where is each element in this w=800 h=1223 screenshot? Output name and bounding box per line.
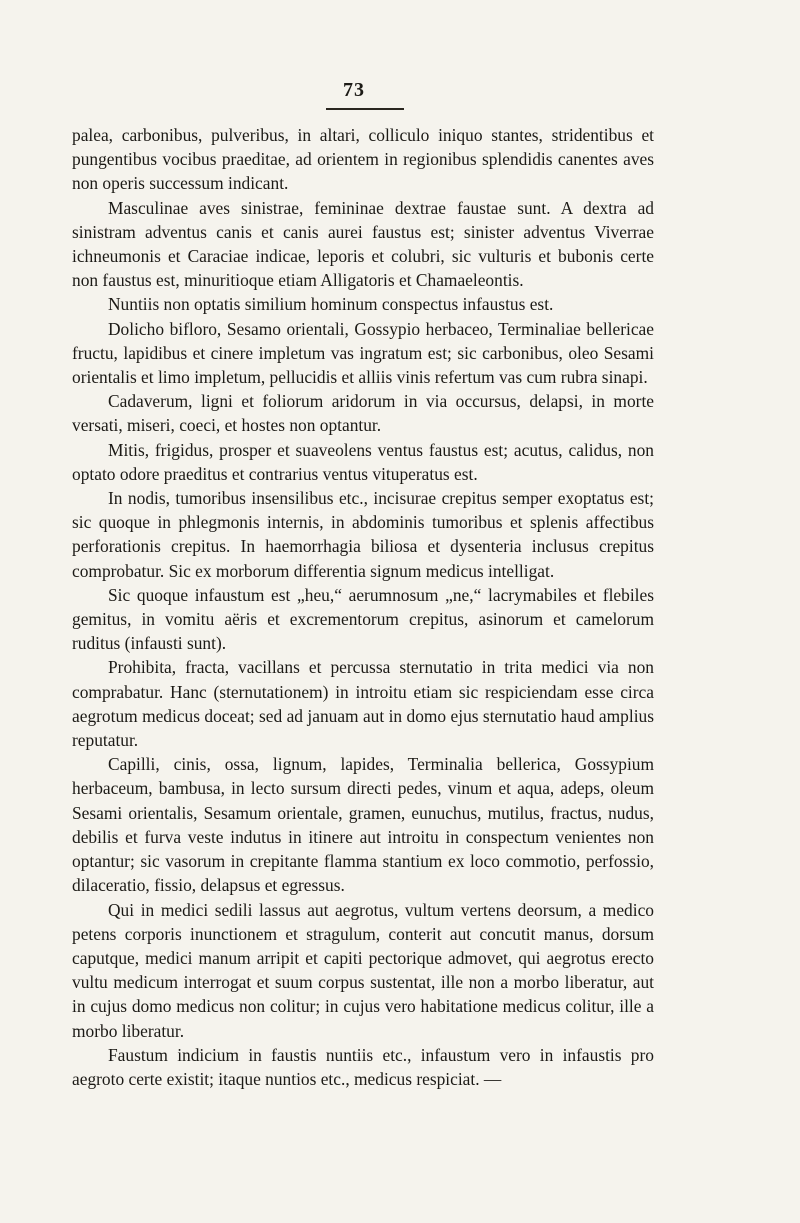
paragraph-1: palea, carbonibus, pulveribus, in altari, colliculo iniquo stantes, stridentibus et pungentibus vocibus praeditae, ad orientem in regionibus splendidis canentes aves non operis successum indicant. [72,125,654,194]
paragraph-3: Nuntiis non optatis similium hominum conspectus infaustus est. [108,294,554,315]
paragraph-11: Qui in medici sedili lassus aut aegrotus, vultum vertens deorsum, a medico petens corporis inunctionem et stragulum, conterit aut concutit manus, dorsum caputque, medici manum arripit et capiti pectorique admovet, qui aegrotus erecto vultu medicum interrogat et suum corpus sustentat, ille non a morbo liberatur, aut in cujus domo medicus non colitur; in cujus vero habitatione medicus colitur, ille a morbo liberatur. [72,899,654,1041]
paragraph-9: Prohibita, fracta, vacillans et percussa sternutatio in trita medici via non comprabatur. Hanc (sternutationem) in introitu etiam sic respiciendam esse circa aegrotum medicus doceat; sed ad januam aut in domo ejus sternutatio haud amplius reputatur. [72,657,654,751]
paragraph-8: Sic quoque infaustum est „heu,“ aerumnosum „ne,“ lacrymabiles et flebiles gemitus, in vomitu aëris et excrementorum crepitus, asinorum et camelorum ruditus (infausti sunt). [72,584,654,654]
body-text [72,123,654,1091]
page-number: 73 [343,79,365,101]
paragraph-12: Faustum indicium in faustis nuntiis etc., infaustum vero in infaustis pro aegroto certe existit; itaque nuntios etc., medicus respiciat. — [72,1044,654,1089]
paragraph-10: Capilli, cinis, ossa, lignum, lapides, Terminalia bellerica, Gossypium herbaceum, bambusa, in lecto sursum directi pedes, vinum et aqua, adeps, oleum Sesami orientalis, Sesamum orientale, gramen, eunuchus, mutilus, fractus, nudus, debilis et furva veste indutus in itinere aut introitu in conspectum venientes non optantur; sic vasorum in crepitante flamma stantium ex loco commotio, perfossio, dilaceratio, fissio, delapsus et egressus. [72,754,654,896]
paragraph-7: In nodis, tumoribus insensilibus etc., incisurae crepitus semper exoptatus est; sic quoque in phlegmonis internis, in abdominis tumoribus et splenis affectibus perforationis crepitus. In haemorrhagia biliosa et dysenteria inclusus crepitus comprobatur. Sic ex morborum differentia signum medicus intelligat. [72,488,654,581]
page-number-rule [326,108,404,110]
paragraph-5: Cadaverum, ligni et foliorum aridorum in via occursus, delapsi, in morte versati, miseri, coeci, et hostes non optantur. [72,391,654,436]
paragraph-6: Mitis, frigidus, prosper et suaveolens ventus faustus est; acutus, calidus, non optato odore praeditus et contrarius ventus vituperatus est. [72,439,654,484]
paragraph-4: Dolicho bifloro, Sesamo orientali, Gossypio herbaceo, Terminaliae bellericae fructu, lapidibus et cinere impletum vas ingratum est; sic carbonibus, oleo Sesami orientalis et limo impletum, pellucidis et alliis vinis refertum vas cum rubra sinapi. [72,318,654,388]
paragraph-2: Masculinae aves sinistrae, femininae dextrae faustae sunt. A dextra ad sinistram adventus canis et canis aurei faustus est; sinister adventus Viverrae ichneumonis et Caraciae indicae, leporis et colubri, sic vulturis et bubonis certe non faustus est, minuritioque etiam Alligatoris et Chamaeleontis. [72,197,654,291]
